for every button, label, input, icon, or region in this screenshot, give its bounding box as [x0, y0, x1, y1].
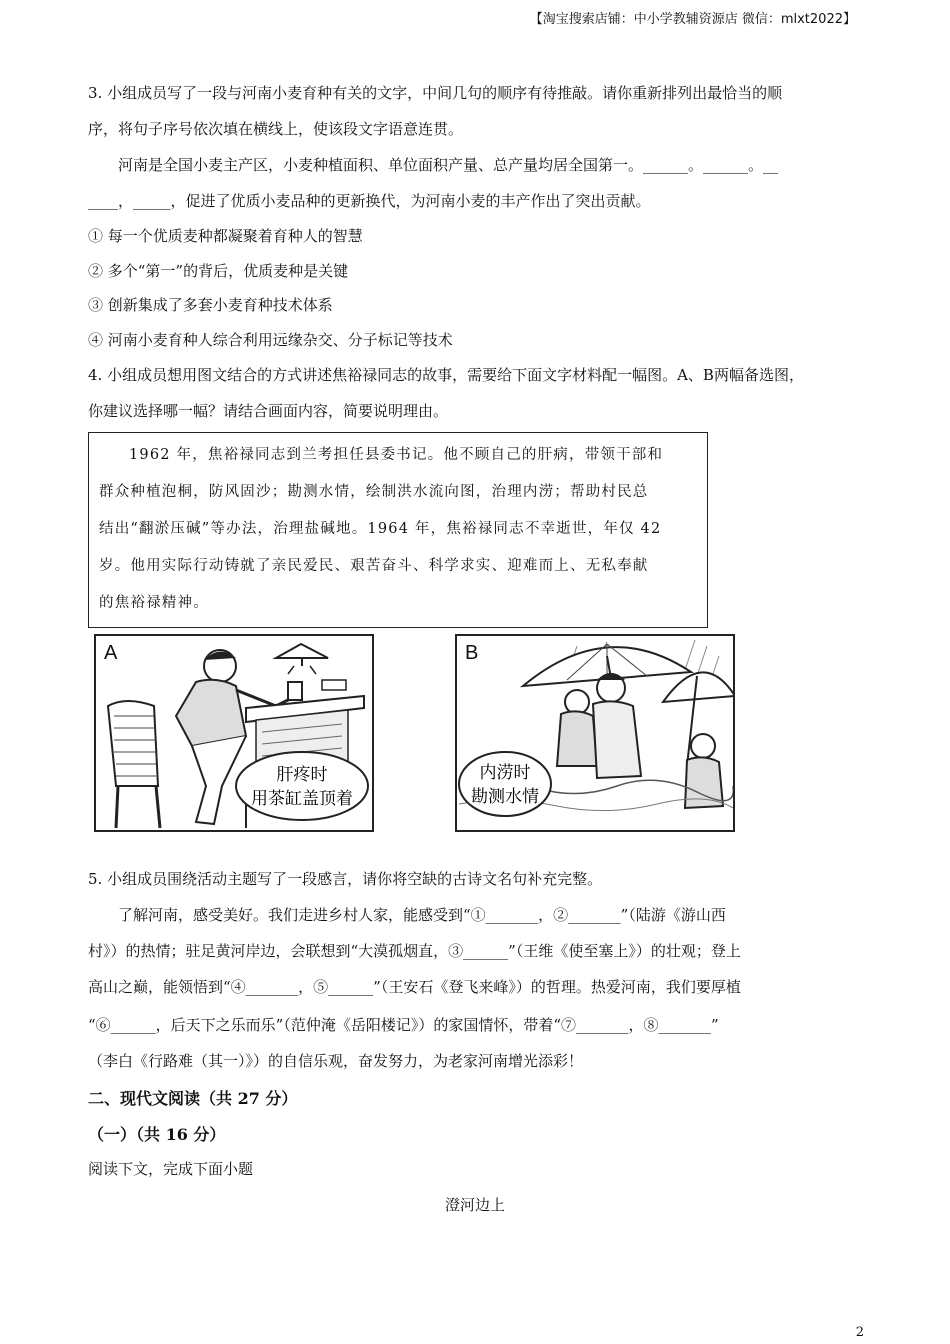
material-line-3: 结出“翻淤压碱”等办法，治理盐碱地。1964 年，焦裕禄同志不幸逝世，年仅 42 — [99, 521, 662, 537]
q3-prompt-line2: 序，将句子序号依次填在横线上，使该段文字语意连贯。 — [88, 120, 464, 138]
q4-prompt-line1: 4. 小组成员想用图文结合的方式讲述焦裕禄同志的故事，需要给下面文字材料配一幅图。A、B两幅备选图， — [88, 366, 804, 384]
subsection-title: （一）（共 16 分） — [88, 1125, 226, 1144]
q5-passage-line1: 了解河南，感受美好。我们走进乡村人家，能感受到“①_______，②_______”（陆游《游山西 — [118, 906, 726, 924]
q3-option-1: ① 每一个优质麦种都凝聚着育种人的智慧 — [88, 227, 363, 245]
picture-a[interactable] — [94, 634, 374, 832]
picture-b[interactable] — [455, 634, 735, 832]
q5-passage-line5: （李白《行路难（其一）》）的自信乐观，奋发努力，为老家河南增光添彩！ — [88, 1052, 584, 1070]
material-line-5: 的焦裕禄精神。 — [99, 595, 209, 611]
picture-b-illustration — [457, 636, 733, 830]
picture-a-label: A — [104, 642, 118, 664]
material-line-4: 岁。他用实际行动铸就了亲民爱民、艰苦奋斗、科学求实、迎难而上、无私奉献 — [99, 558, 649, 574]
picture-a-caption-2: 用茶缸盖顶着 — [251, 789, 353, 809]
article-title: 澄河边上 — [444, 1196, 505, 1214]
material-line-1: 1962 年，焦裕禄同志到兰考担任县委书记。他不顾自己的肝病，带领干部和 — [129, 447, 664, 463]
picture-a-caption-1: 肝疼时 — [276, 765, 328, 785]
picture-a-illustration — [96, 636, 372, 830]
q3-prompt-line1: 3. 小组成员写了一段与河南小麦育种有关的文字，中间几句的顺序有待推敲。请你重新排列出最恰当的顺 — [88, 84, 783, 102]
q3-option-3: ③ 创新集成了多套小麦育种技术体系 — [88, 296, 333, 314]
picture-b-caption-2: 勘测水情 — [471, 787, 539, 807]
picture-b-label: B — [465, 642, 479, 664]
q3-option-4: ④ 河南小麦育种人综合利用远缘杂交、分子标记等技术 — [88, 331, 453, 349]
q3-option-2: ② 多个“第一”的背后，优质麦种是关键 — [88, 262, 349, 280]
q5-prompt: 5. 小组成员围绕活动主题写了一段感言，请你将空缺的古诗文名句补充完整。 — [88, 870, 603, 888]
desk-lamp-icon — [276, 644, 328, 674]
q3-passage-line1: 河南是全国小麦主产区，小麦种植面积、单位面积产量、总产量均居全国第一。______。______。__ — [118, 156, 779, 174]
reading-instruction: 阅读下文，完成下面小题 — [88, 1160, 254, 1178]
q3-passage-line2: ____，_____，促进了优质小麦品种的更新换代，为河南小麦的丰产作出了突出贡献。 — [88, 192, 651, 210]
page-header: 【淘宝搜索店铺：中小学教辅资源店 微信：mlxt2022】 — [529, 12, 856, 27]
q5-passage-line4: “⑥______，后天下之乐而乐”（范仲淹《岳阳楼记》）的家国情怀，带着“⑦_______，⑧_______” — [88, 1016, 719, 1034]
page-number: 2 — [855, 1325, 864, 1340]
q4-prompt-line2: 你建议选择哪一幅？请结合画面内容，简要说明理由。 — [88, 402, 449, 420]
section-title: 二、现代文阅读（共 27 分） — [88, 1089, 298, 1108]
material-line-2: 群众种植泡桐，防风固沙；勘测水情，绘制洪水流向图，治理内涝；帮助村民总 — [99, 484, 649, 500]
q5-passage-line3: 高山之巅，能领悟到“④_______，⑤______”（王安石《登飞来峰》）的哲理。热爱河南，我们要厚植 — [88, 978, 741, 996]
picture-b-caption-1: 内涝时 — [479, 763, 531, 783]
q5-passage-line2: 村》）的热情；驻足黄河岸边，会联想到“大漠孤烟直，③______”（王维《使至塞上》）的壮观；登上 — [88, 942, 741, 960]
material-box — [88, 432, 708, 628]
